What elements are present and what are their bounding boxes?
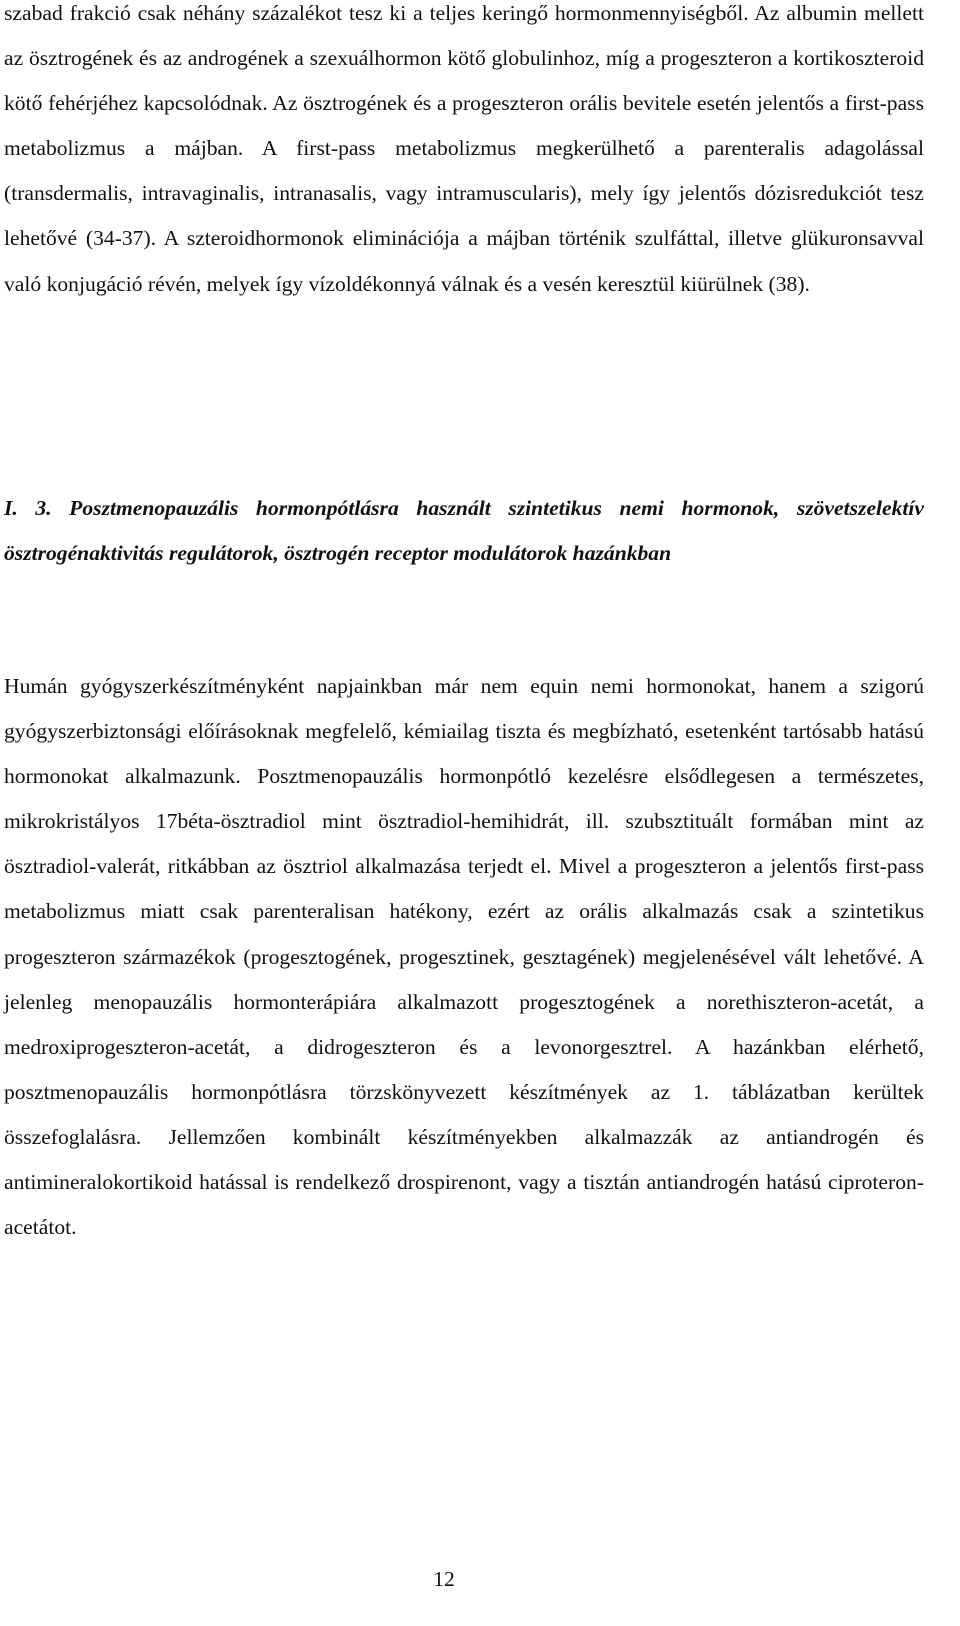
body-paragraph-1: szabad frakció csak néhány százalékot tesz ki a teljes keringő hormonmennyiségből. Az albumin mellett az ösztrogének és az androgének a szexuálhormon kötő globulinhoz, míg a progeszteron a kortikoszteroid kötő fehérjéhez kapcsolódnak. Az ösztrogének és a progeszteron orális bevitele esetén jelentős a first-pass metabolizmus a májban. A first-pass metabolizmus megkerülhető a parenteralis adagolással (transdermalis, intravaginalis, intranasalis, vagy intramuscularis), mely így jelentős dózisredukciót tesz lehetővé (34-37). A szteroidhormonok eliminációja a májban történik szulfáttal, illetve glükuronsavval való konjugáció révén, melyek így vízoldékonnyá válnak és a vesén keresztül kiürülnek (38). xyxy=(4,1,924,296)
section-heading: I. 3. Posztmenopauzális hormonpótlásra használt szintetikus nemi hormonok, szövetszelektív ösztrogénaktivitás regulátorok, ösztrogén receptor modulátorok hazánkban xyxy=(4,496,924,565)
body-paragraph-2: Humán gyógyszerkészítményként napjainkban már nem equin nemi hormonokat, hanem a szigorú gyógyszerbiztonsági előírásoknak megfelelő, kémiailag tiszta és megbízható, esetenként tartósabb hatású hormonokat alkalmazunk. Posztmenopauzális hormonpótló kezelésre elsődlegesen a természetes, mikrokristályos 17béta-ösztradiol mint ösztradiol-hemihidrát, ill. szubsztituált formában mint az ösztradiol-valerát, ritkábban az ösztriol alkalmazása terjedt el. Mivel a progeszteron a jelentős first-pass metabolizmus miatt csak parenteralisan hatékony, ezért az orális alkalmazás csak a szintetikus progeszteron származékok (progesztogének, progesztinek, gesztagének) megjelenésével vált lehetővé. A jelenleg menopauzális hormonterápiára alkalmazott progesztogének a norethiszteron-acetát, a medroxiprogeszteron-acetát, a didrogeszteron és a levonorgesztrel. A hazánkban elérhető, posztmenopauzális hormonpótlásra törzskönyvezett készítmények az 1. táblázatban kerültek összefoglalásra. Jellemzően kombinált készítményekben alkalmazzák az antiandrogén és antimineralokortikoid hatással is rendelkező drospirenont, vagy a tisztán antiandrogén hatású ciproteron-acetátot. xyxy=(4,674,924,1240)
page-number: 12 xyxy=(433,1567,455,1591)
page-number-footer xyxy=(0,1566,960,1592)
